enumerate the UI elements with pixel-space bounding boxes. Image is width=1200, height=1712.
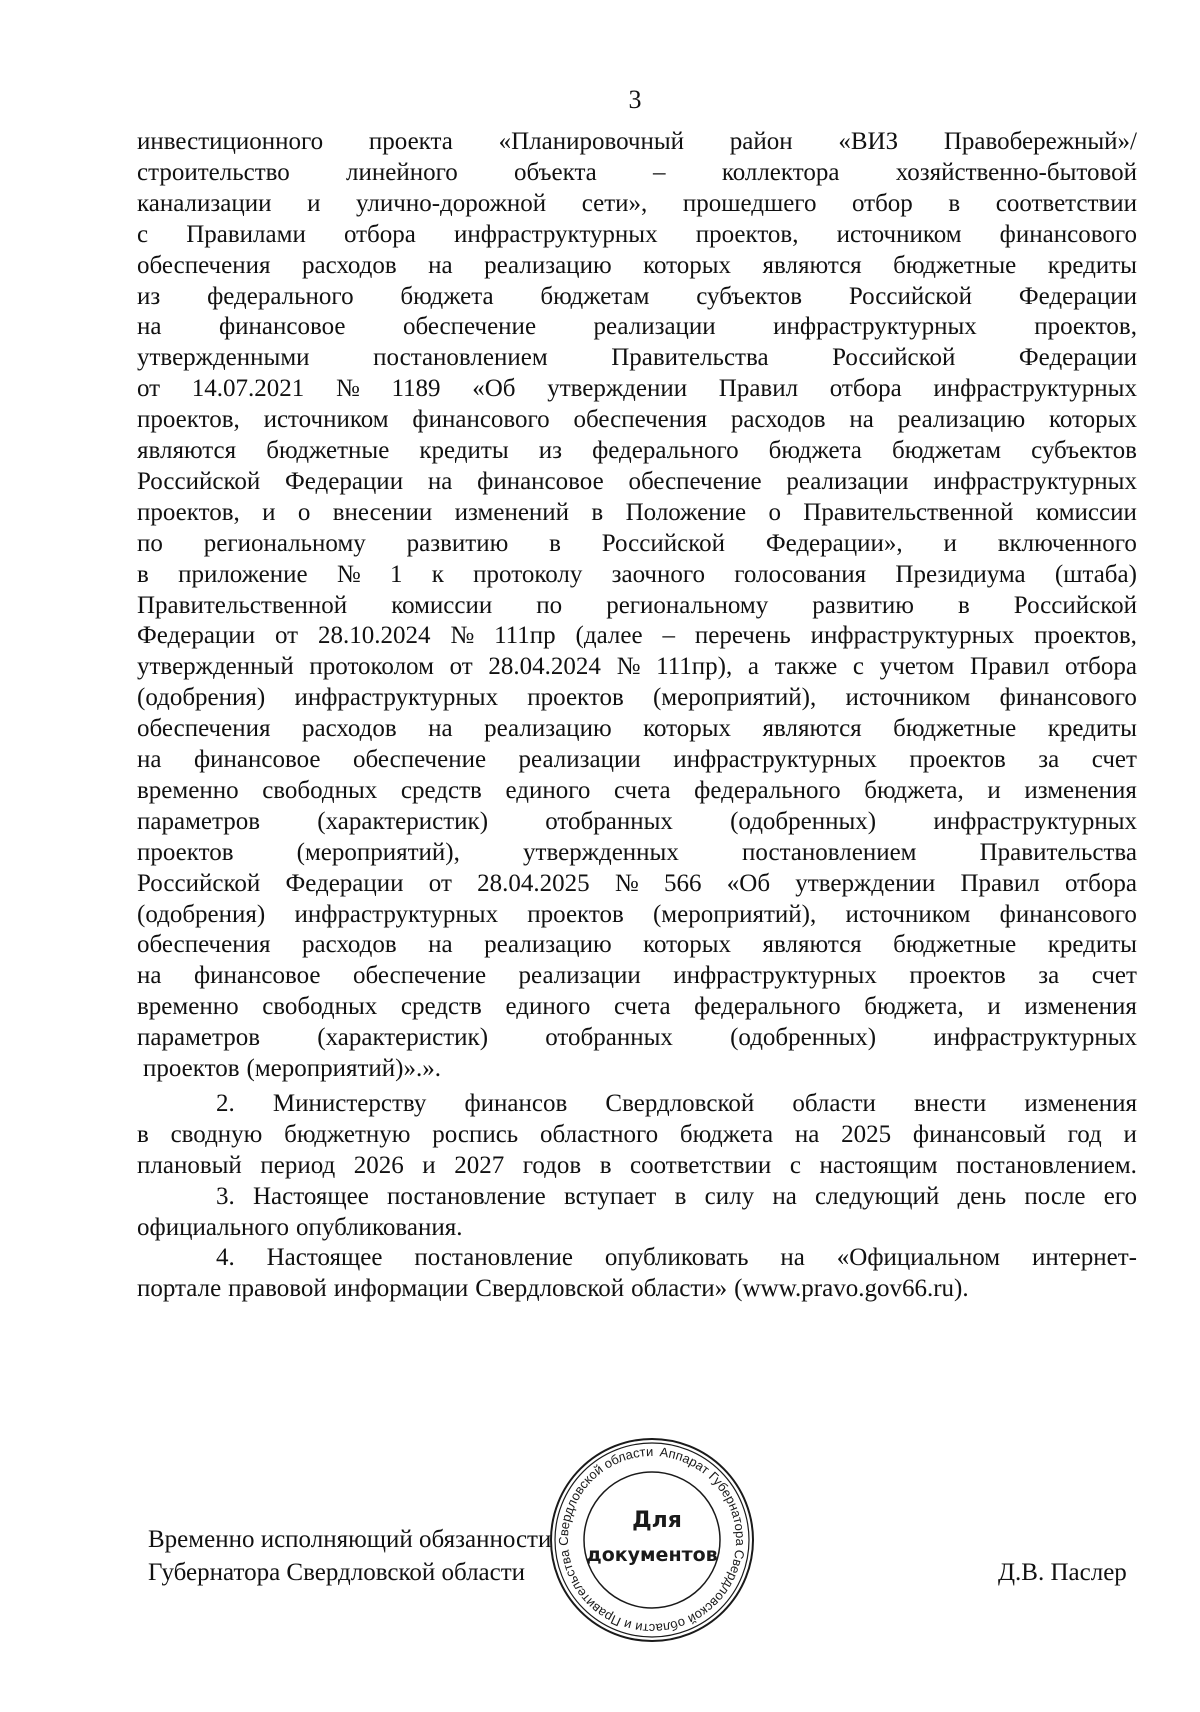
text-line: в сводную бюджетную роспись областного бюджета на 2025 финансовый год и <box>137 1120 1137 1148</box>
text-line: на финансовое обеспечение реализации инфраструктурных проектов, <box>137 313 1137 341</box>
signatory-name: Д.В. Паслер <box>998 1559 1127 1586</box>
text-line: на финансовое обеспечение реализации инфраструктурных проектов за счет <box>137 746 1137 773</box>
stamp-center-line2: документов <box>586 1544 718 1566</box>
text-line: (одобрения) инфраструктурных проектов (мероприятий), источником финансового <box>137 684 1137 712</box>
stamp-center-line1: Для <box>632 1508 682 1533</box>
text-line: из федерального бюджета бюджетам субъектов Российской Федерации <box>137 282 1137 310</box>
text-line: обеспечения расходов на реализацию которых являются бюджетные кредиты <box>137 251 1137 279</box>
text-line: параметров (характеристик) отобранных (одобренных) инфраструктурных <box>137 1024 1137 1052</box>
signatory-position-line2: Губернатора Свердловской области <box>148 1559 526 1586</box>
official-stamp <box>547 1435 757 1645</box>
text-line: временно свободных средств единого счета федерального бюджета, и изменения <box>137 993 1137 1021</box>
text-line: 3. Настоящее постановление вступает в силу на следующий день после его <box>216 1182 1137 1210</box>
text-line: в приложение № 1 к протоколу заочного голосования Президиума (штаба) <box>137 560 1137 588</box>
page-number: 3 <box>628 85 642 114</box>
text-line: Российской Федерации на финансовое обеспечение реализации инфраструктурных <box>137 467 1137 495</box>
text-line: портале правовой информации Свердловской области» (www.pravo.gov66.ru). <box>137 1275 969 1303</box>
text-line: 4. Настоящее постановление опубликовать на «Официальном интернет- <box>216 1244 1137 1272</box>
text-line: с Правилами отбора инфраструктурных проектов, источником финансового <box>137 220 1137 248</box>
text-line: (одобрения) инфраструктурных проектов (мероприятий), источником финансового <box>137 900 1137 928</box>
text-line: проектов, источником финансового обеспечения расходов на реализацию которых <box>137 406 1137 434</box>
text-line: от 14.07.2021 № 1189 «Об утверждении Правил отбора инфраструктурных <box>137 375 1137 403</box>
text-line: 2. Министерству финансов Свердловской области внести изменения <box>216 1089 1137 1117</box>
text-line: Правительственной комиссии по региональному развитию в Российской <box>137 591 1137 619</box>
svg-text:Аппарат Губернатора Свердловск <box>548 1435 757 1645</box>
text-line: проектов (мероприятий), утвержденных постановлением Правительства <box>137 838 1137 866</box>
text-line: временно свободных средств единого счета федерального бюджета, и изменения <box>137 776 1137 804</box>
text-line: Российской Федерации от 28.04.2025 № 566 «Об утверждении Правил отбора <box>137 869 1137 897</box>
text-line: утвержденный протоколом от 28.04.2024 № 111пр), а также с учетом Правил отбора <box>137 653 1137 681</box>
text-line: плановый период 2026 и 2027 годов в соответствии с настоящим постановлением. <box>137 1151 1137 1179</box>
text-line: обеспечения расходов на реализацию которых являются бюджетные кредиты <box>137 931 1137 959</box>
text-line: канализации и улично-дорожной сети», прошедшего отбор в соответствии <box>137 189 1137 217</box>
text-line: утвержденными постановлением Правительства Российской Федерации <box>137 344 1137 372</box>
text-line: официального опубликования. <box>137 1213 463 1241</box>
signatory-position-line1: Временно исполняющий обязанности <box>148 1526 552 1553</box>
text-line: обеспечения расходов на реализацию которых являются бюджетные кредиты <box>137 715 1137 743</box>
text-line: инвестиционного проекта «Планировочный район «ВИЗ Правобережный»/ <box>137 128 1137 155</box>
text-line: проектов (мероприятий)».». <box>143 1055 442 1082</box>
text-line: по региональному развитию в Российской Федерации», и включенного <box>137 529 1137 557</box>
text-line: строительство линейного объекта – коллектора хозяйственно-бытовой <box>137 158 1137 186</box>
text-line: проектов, и о внесении изменений в Положение о Правительственной комиссии <box>137 498 1137 526</box>
text-line: параметров (характеристик) отобранных (одобренных) инфраструктурных <box>137 807 1137 835</box>
text-line: Федерации от 28.10.2024 № 111пр (далее – перечень инфраструктурных проектов, <box>137 622 1137 650</box>
text-line: являются бюджетные кредиты из федерального бюджета бюджетам субъектов <box>137 437 1137 464</box>
text-line: на финансовое обеспечение реализации инфраструктурных проектов за счет <box>137 962 1137 990</box>
stamp-ring-text: Аппарат Губернатора Свердловской области и Правительства Свердловской области <box>555 1443 749 1637</box>
